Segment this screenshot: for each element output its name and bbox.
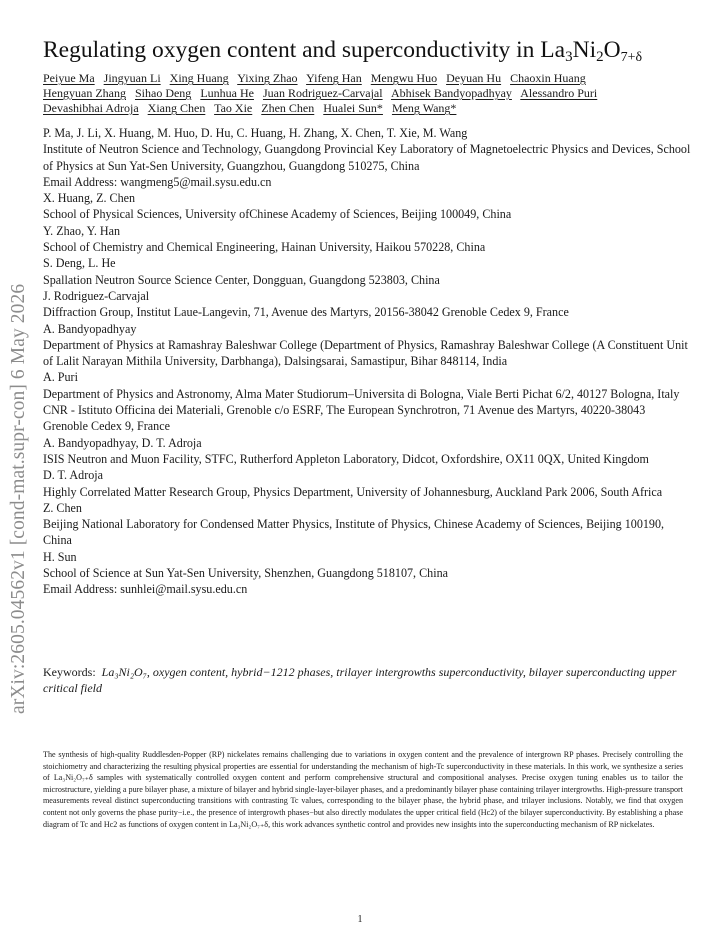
affiliation-line: D. T. Adroja	[43, 468, 104, 483]
affiliation-line: Beijing National Laboratory for Condensed Matter Physics, Institute of Physics, Chinese Academy of Sciences, Beijing 100190, China	[43, 517, 665, 548]
affiliation-line: A. Bandyopadhyay	[43, 321, 137, 336]
title-subscript-2: 2	[596, 49, 604, 65]
author-name[interactable]: Jingyuan Li	[103, 71, 161, 85]
abstract: The synthesis of high-quality Ruddlesden-Popper (RP) nickelates remains challenging due to variations in oxygen content and the prevalence of intergrown RP phases. Precisely controlling the stoichiometry and characterizing the resulting physical properties are essential for understanding the mechanism of high-Tc superconductivity in these materials. In this work, we synthesize a series of La₃Ni₂O₇₊δ samples with systematically controlled oxygen content and perform comprehensive structural and compositional analyses. Precise oxygen tuning enables us to tailor the microstructure, yielding a pure bilayer phase, a mixture of bilayer and hybrid single-layer-bilayer phases, and a predominantly bilayer phase containing trilayer intergrowths. High-pressure transport measurements reveal distinct superconducting transitions with contrasting Tc values, corresponding to the bilayer phase, the hybrid phase, and trilayer inclusions. Notably, we find that oxygen content not only governs the phase purity−i.e., the presence of intergrowth phases−but also directly modulates the upper critical field (Hc2) of the bilayer superconductivity. By establishing a phase diagram of Tc and Hc2 as functions of oxygen content in La₃Ni₂O₇₊δ, this work advances synthetic control and provides new insights into the superconducting mechanism of RP nickelates.	[43, 750, 683, 829]
keywords	[43, 664, 693, 696]
arxiv-identifier[interactable]: arXiv:2605.04562v1 [cond-mat.supr-con] 6 May 2026	[8, 283, 29, 714]
author-name[interactable]: Hengyuan Zhang	[43, 86, 126, 100]
affiliation-line: Diffraction Group, Institut Laue-Langevin, 71, Avenue des Martyrs, 20156-38042 Grenoble Cedex 9, France	[43, 305, 569, 320]
affiliation-line: CNR - Istituto Officina dei Materiali, Grenoble c/o ESRF, The European Synchrotron, 71 Avenue des Martyrs, 40220-38043 Grenoble Cedex 9, France	[43, 403, 646, 434]
affiliation-line: School of Chemistry and Chemical Engineering, Hainan University, Haikou 570228, China	[43, 240, 486, 255]
affiliation-line: Highly Correlated Matter Research Group, Physics Department, University of Johannesburg, Auckland Park 2006, South Africa	[43, 484, 663, 499]
affiliation-line: A. Puri	[43, 370, 78, 385]
affiliation-line: Department of Physics and Astronomy, Alma Mater Studiorum–Universita di Bologna, Viale Berti Pichat 6/2, 40127 Bologna, Italy	[43, 386, 680, 401]
affiliation-line: P. Ma, J. Li, X. Huang, M. Huo, D. Hu, C. Huang, H. Zhang, X. Chen, T. Xie, M. Wang	[43, 126, 468, 140]
affiliation-line: Y. Zhao, Y. Han	[43, 223, 121, 238]
affiliation-line: Department of Physics at Ramashray Baleshwar College (Department of Physics, Ramashray Baleshwar College (A Constituent Unit of Lalit Narayan Mithila University, Darbhanga), Dalsingsarai, Samastipur, Bihar 848114, India	[43, 337, 688, 369]
author-name[interactable]: Yifeng Han	[306, 71, 362, 85]
author-name[interactable]: Juan Rodriguez-Carvajal	[262, 86, 383, 100]
affiliation-line: ISIS Neutron and Muon Facility, STFC, Rutherford Appleton Laboratory, Didcot, Oxfordshire, OX11 0QX, United Kingdom	[43, 451, 649, 466]
affiliation-line: Email Address: wangmeng5@mail.sysu.edu.cn	[43, 174, 272, 189]
affiliation-line: School of Physical Sciences, University ofChinese Academy of Sciences, Beijing 100049, China	[43, 207, 512, 222]
author-name[interactable]: Devashibhai Adroja	[43, 101, 139, 115]
affiliation-line: J. Rodriguez-Carvajal	[43, 288, 150, 303]
author-name[interactable]: Tao Xie	[214, 101, 253, 115]
author-name[interactable]: Deyuan Hu	[446, 71, 502, 85]
author-name[interactable]: Meng Wang*	[391, 101, 457, 115]
author-name[interactable]: Chaoxin Huang	[510, 71, 586, 85]
affiliation-line: Spallation Neutron Source Science Center, Dongguan, Guangdong 523803, China	[43, 272, 440, 287]
author-name[interactable]: Yixing Zhao	[237, 71, 298, 85]
title-text: Regulating oxygen content and superconductivity in La	[43, 37, 566, 63]
author-name[interactable]: Hualei Sun*	[323, 101, 383, 115]
author-name[interactable]: Lunhua He	[200, 86, 254, 100]
title-text-ni: Ni	[572, 37, 597, 63]
author-name[interactable]: Xing Huang	[169, 71, 229, 85]
keywords-label: Keywords:	[43, 665, 96, 679]
affiliation-line: Z. Chen	[43, 500, 82, 515]
affiliation-line: Institute of Neutron Science and Technology, Guangdong Provincial Key Laboratory of Magnetoelectric Physics and Devices, School of Physics at Sun Yat-Sen University, Guangzhou, Guangdong 510275, China	[43, 142, 691, 173]
author-list	[43, 71, 683, 116]
title-text-o: O	[603, 37, 621, 63]
title-subscript-3: 7+δ	[620, 50, 643, 65]
affiliation-line: Email Address: sunhlei@mail.sysu.edu.cn	[43, 582, 248, 597]
affiliation-line: H. Sun	[43, 549, 77, 564]
title-subscript-1: 3	[565, 49, 573, 65]
affiliations-block	[43, 125, 693, 598]
author-name[interactable]: Mengwu Huo	[370, 71, 438, 85]
affiliation-line: X. Huang, Z. Chen	[43, 191, 136, 206]
author-name[interactable]: Peiyue Ma	[43, 71, 95, 85]
author-name[interactable]: Abhisek Bandyopadhyay	[390, 86, 512, 100]
affiliation-line: S. Deng, L. He	[43, 256, 116, 271]
keywords-text: La₃Ni₂O₇, oxygen content, hybrid−1212 phases, trilayer intergrowths superconductivity, bilayer superconducting upper critical field	[43, 665, 677, 695]
affiliation-line: A. Bandyopadhyay, D. T. Adroja	[43, 435, 202, 450]
affiliation-line: School of Science at Sun Yat-Sen University, Shenzhen, Guangdong 518107, China	[43, 566, 448, 581]
author-name[interactable]: Zhen Chen	[261, 101, 315, 115]
author-name[interactable]: Sihao Deng	[134, 86, 192, 100]
author-name[interactable]: Xiang Chen	[147, 101, 206, 115]
page-number: 1	[357, 914, 363, 925]
paper-title	[43, 37, 693, 66]
author-name[interactable]: Alessandro Puri	[520, 86, 598, 100]
